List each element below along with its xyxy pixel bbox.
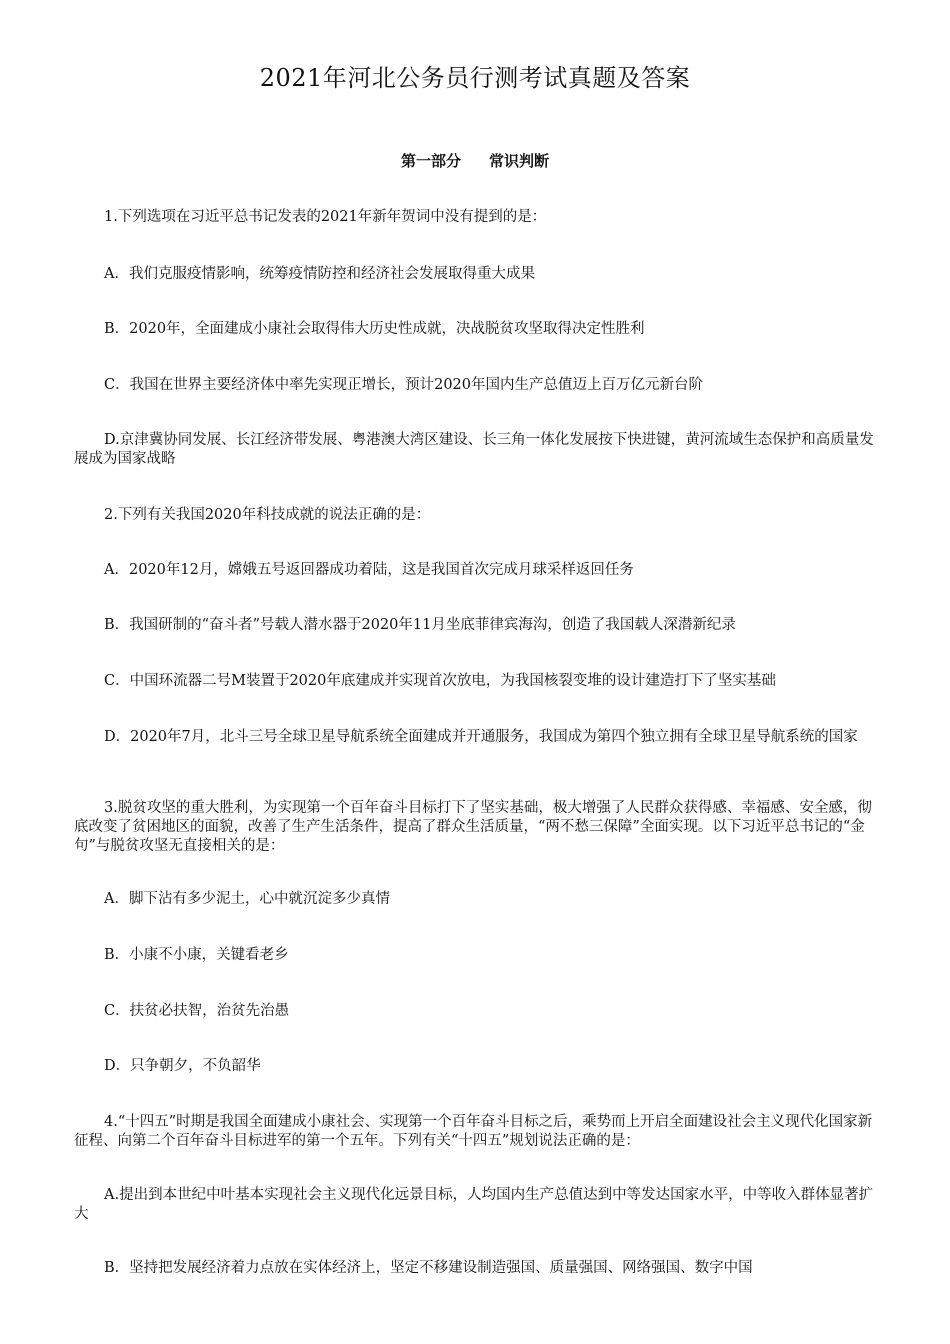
question-2-option-a: A．2020年12月，嫦娥五号返回器成功着陆，这是我国首次完成月球采样返回任务 (104, 562, 634, 578)
question-2-option-d: D．2020年7月，北斗三号全球卫星导航系统全面建成并开通服务，我国成为第四个独立拥有全球卫星导航系统的国家 (104, 729, 858, 745)
question-4-option-b: B．坚持把发展经济着力点放在实体经济上，坚定不移建设制造强国、质量强国、网络强国、数字中国 (104, 1260, 753, 1276)
question-1-option-a: A．我们克服疫情影响，统筹疫情防控和经济社会发展取得重大成果 (104, 266, 535, 282)
question-2-option-c: C．中国环流器二号M装置于2020年底建成并实现首次放电，为我国核裂变堆的设计建造打下了坚实基础 (104, 673, 776, 689)
question-1-option-b: B．2020年，全面建成小康社会取得伟大历史性成就，决战脱贫攻坚取得决定性胜利 (104, 321, 645, 337)
question-2-option-b: B．我国研制的“奋斗者”号载人潜水器于2020年11月坐底菲律宾海沟，创造了我国载人深潜新纪录 (104, 617, 736, 633)
question-3-option-a: A．脚下沾有多少泥土，心中就沉淀多少真情 (104, 891, 390, 907)
section-part: 第一部分 (400, 152, 461, 170)
document-title: 2021年河北公务员行测考试真题及答案 (259, 64, 691, 92)
question-4-option-a: A.提出到本世纪中叶基本实现社会主义现代化远景目标，人均国内生产总值达到中等发达国家水平，中等收入群体显著扩大 (74, 1187, 874, 1222)
question-4-stem: 4.“十四五”时期是我国全面建成小康社会、实现第一个百年奋斗目标之后，乘势而上开启全面建设社会主义现代化国家新征程、向第二个百年奋斗目标进军的第一个五年。下列有关“十四五”规划说法正确的是： (74, 1114, 873, 1149)
question-3-option-c: C．扶贫必扶智，治贫先治愚 (104, 1003, 290, 1019)
question-1-option-d: D.京津冀协同发展、长江经济带发展、粤港澳大湾区建设、长三角一体化发展按下快进键，黄河流域生态保护和高质量发展成为国家战略 (74, 432, 874, 467)
question-3-option-b: B．小康不小康，关键看老乡 (104, 947, 289, 963)
question-3-option-d: D．只争朝夕，不负韶华 (104, 1058, 261, 1074)
section-heading (0, 150, 950, 172)
question-2-stem: 2.下列有关我国2020年科技成就的说法正确的是： (104, 507, 431, 523)
question-1-stem: 1.下列选项在习近平总书记发表的2021年新年贺词中没有提到的是： (104, 209, 547, 225)
section-name: 常识判断 (489, 152, 550, 170)
question-1-option-c: C．我国在世界主要经济体中率先实现正增长，预计2020年国内生产总值迈上百万亿元新台阶 (104, 377, 703, 393)
question-3-stem: 3.脱贫攻坚的重大胜利，为实现第一个百年奋斗目标打下了坚实基础，极大增强了人民群众获得感、幸福感、安全感，彻底改变了贫困地区的面貌，改善了生产生活条件，提高了群众生活质量，“两不愁三保障”全面实现。以下习近平总书记的“金句”与脱贫攻坚无直接相关的是： (74, 800, 872, 854)
